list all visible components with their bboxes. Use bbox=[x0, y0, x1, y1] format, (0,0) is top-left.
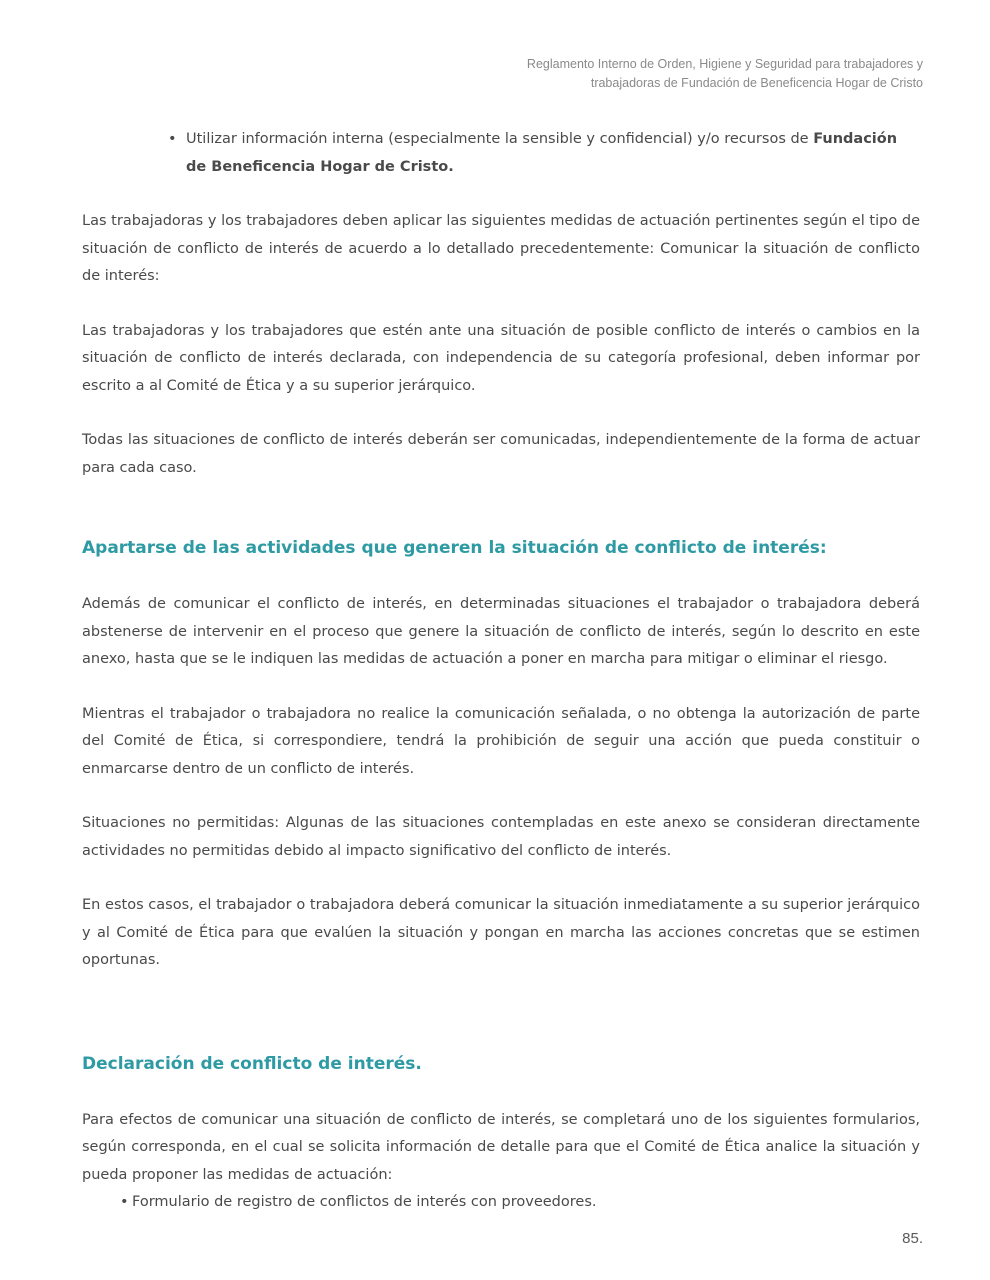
bullet-dot: • bbox=[168, 131, 177, 147]
paragraph-measures: Las trabajadoras y los trabajadores deben aplicar las siguientes medidas de actuación pertinentes según el tipo de situación de conflicto de interés de acuerdo a lo detallado precedentemente: Comunicar la situación de conflicto de interés: bbox=[82, 213, 920, 284]
header-line-1: Reglamento Interno de Orden, Higiene y Seguridad para trabajadores y bbox=[526, 57, 923, 71]
paragraph-all-situations: Todas las situaciones de conflicto de interés deberán ser comunicadas, independientemente de la forma de actuar para cada caso. bbox=[82, 432, 920, 476]
section-heading-declaration: Declaración de conflicto de interés. bbox=[82, 1053, 422, 1074]
bullet-text: Utilizar información interna (especialmente la sensible y confidencial) y/o recursos de bbox=[186, 131, 814, 147]
bullet-item-supplier-form bbox=[120, 1189, 920, 1217]
paragraph-inform-in-writing: Las trabajadoras y los trabajadores que estén ante una situación de posible conflicto de interés o cambios en la situación de conflicto de interés declarada, con independencia de su categoría profesional, deben informar por escrito a al Comité de Ética y a su superior jerárquico. bbox=[82, 322, 920, 394]
paragraph-communicate: En estos casos, el trabajador o trabajadora deberá comunicar la situación inmediatamente a su superior jerárquico y al Comité de Ética para que evalúen la situación y pongan en marcha las acciones concretas que se estimen oportunas. bbox=[82, 897, 920, 968]
paragraph-prohibition: Mientras el trabajador o trabajadora no realice la comunicación señalada, o no obtenga la autorización de parte del Comité de Ética, si correspondiere, tendrá la prohibición de seguir una acción que pueda constituir o enmarcarse dentro de un conflicto de interés. bbox=[82, 705, 920, 777]
document-header bbox=[323, 55, 923, 93]
paragraph-not-permitted: Situaciones no permitidas: Algunas de las situaciones contempladas en este anexo se consideran directamente actividades no permitidas debido al impacto significativo del conflicto de interés. bbox=[82, 815, 920, 859]
header-line-2: trabajadoras de Fundación de Beneficencia Hogar de Cristo bbox=[590, 76, 923, 90]
paragraph-abstain: Además de comunicar el conflicto de interés, en determinadas situaciones el trabajador o trabajadora deberá abstenerse de intervenir en el proceso que genere la situación de conflicto de interés, según lo descrito en este anexo, hasta que se le indiquen las medidas de actuación a poner en marcha para mitigar o eliminar el riesgo. bbox=[82, 596, 920, 667]
bullet-item-internal-info bbox=[168, 126, 920, 181]
paragraph-forms: Para efectos de comunicar una situación de conflicto de interés, se completará uno de los siguientes formularios, según corresponda, en el cual se solicita información de detalle para que el Comité de Ética analice la situación y pueda proponer las medidas de actuación: bbox=[82, 1111, 920, 1183]
bullet-dot: • bbox=[120, 1194, 129, 1210]
page-number: 85. bbox=[902, 1230, 923, 1247]
bullet-text: Formulario de registro de conflictos de interés con proveedores. bbox=[132, 1194, 597, 1210]
bullet-bold-text: Fundación de Beneficencia Hogar de Cristo. bbox=[186, 131, 898, 175]
document-body bbox=[82, 126, 920, 1217]
section-heading-withdraw: Apartarse de las actividades que generen la situación de conflicto de interés: bbox=[82, 538, 827, 558]
